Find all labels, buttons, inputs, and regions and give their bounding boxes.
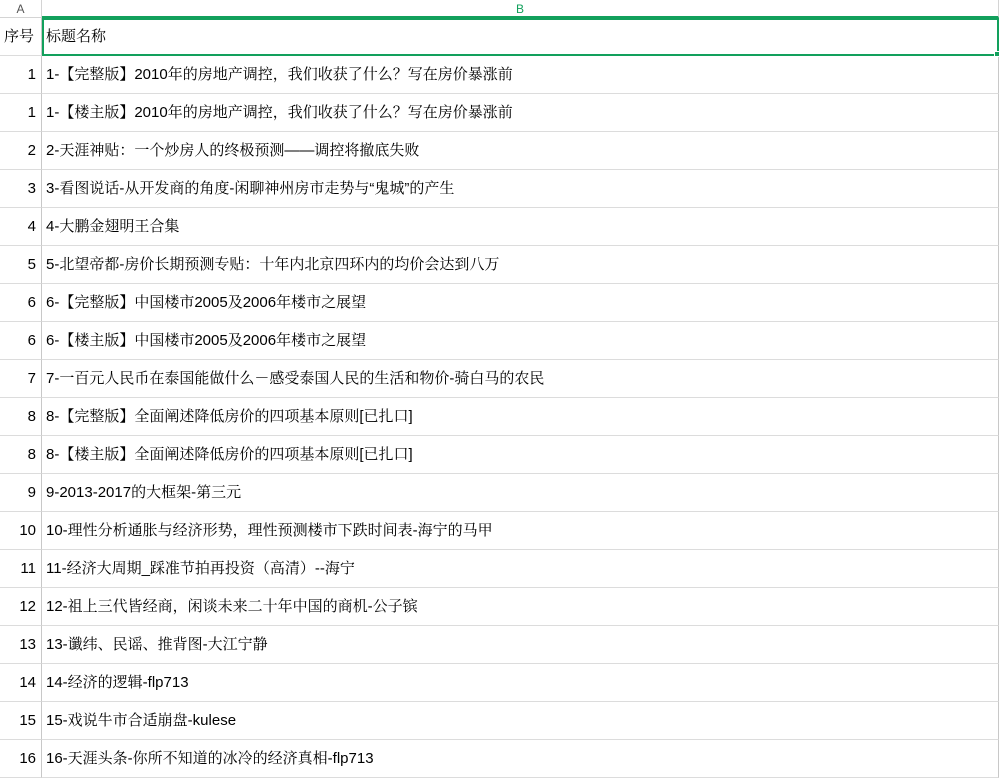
- cell-index[interactable]: 8: [0, 398, 42, 436]
- cell-index[interactable]: 6: [0, 322, 42, 360]
- cell-title[interactable]: 8-【完整版】全面阐述降低房价的四项基本原则[已扎口]: [42, 398, 999, 436]
- table-row[interactable]: [0, 512, 999, 550]
- column-header-row: [0, 0, 999, 18]
- table-row[interactable]: [0, 626, 999, 664]
- table-row[interactable]: [0, 246, 999, 284]
- table-row[interactable]: [0, 664, 999, 702]
- table-row[interactable]: [0, 132, 999, 170]
- table-row[interactable]: [0, 436, 999, 474]
- cell-title[interactable]: 15-戏说牛市合适崩盘-kulese: [42, 702, 999, 740]
- cell-index[interactable]: 6: [0, 284, 42, 322]
- rows-container: [0, 56, 999, 778]
- cell-index[interactable]: 3: [0, 170, 42, 208]
- cell-title[interactable]: 2-天涯神贴：一个炒房人的终极预测——调控将撤底失败: [42, 132, 999, 170]
- table-row[interactable]: [0, 702, 999, 740]
- cell-index[interactable]: 7: [0, 360, 42, 398]
- cell-index[interactable]: 14: [0, 664, 42, 702]
- cell-title[interactable]: 13-谶纬、民谣、推背图-大江宁静: [42, 626, 999, 664]
- cell-index[interactable]: 2: [0, 132, 42, 170]
- cell-a-header[interactable]: 序号: [0, 18, 42, 56]
- column-header-b[interactable]: B: [42, 0, 999, 18]
- table-row[interactable]: [0, 550, 999, 588]
- cell-index[interactable]: 10: [0, 512, 42, 550]
- cell-title[interactable]: 12-祖上三代皆经商，闲谈未来二十年中国的商机-公子镔: [42, 588, 999, 626]
- cell-title[interactable]: 10-理性分析通胀与经济形势，理性预测楼市下跌时间表-海宁的马甲: [42, 512, 999, 550]
- cell-title[interactable]: 6-【楼主版】中国楼市2005及2006年楼市之展望: [42, 322, 999, 360]
- cell-title[interactable]: 3-看图说话-从开发商的角度-闲聊神州房市走势与“鬼城”的产生: [42, 170, 999, 208]
- cell-title[interactable]: 7-一百元人民币在泰国能做什么－感受泰国人民的生活和物价-骑白马的农民: [42, 360, 999, 398]
- cell-index[interactable]: 8: [0, 436, 42, 474]
- table-row[interactable]: [0, 208, 999, 246]
- table-row[interactable]: [0, 56, 999, 94]
- cell-index[interactable]: 1: [0, 56, 42, 94]
- cell-title[interactable]: 4-大鹏金翅明王合集: [42, 208, 999, 246]
- table-row[interactable]: [0, 360, 999, 398]
- table-row[interactable]: [0, 94, 999, 132]
- cell-index[interactable]: 12: [0, 588, 42, 626]
- table-row[interactable]: [0, 322, 999, 360]
- cell-index[interactable]: 11: [0, 550, 42, 588]
- table-row[interactable]: [0, 170, 999, 208]
- cell-index[interactable]: 16: [0, 740, 42, 778]
- cell-b-header[interactable]: 标题名称: [42, 18, 999, 56]
- cell-index[interactable]: 4: [0, 208, 42, 246]
- cell-title[interactable]: 1-【楼主版】2010年的房地产调控，我们收获了什么？写在房价暴涨前: [42, 94, 999, 132]
- cell-title[interactable]: 1-【完整版】2010年的房地产调控，我们收获了什么？写在房价暴涨前: [42, 56, 999, 94]
- table-row[interactable]: [0, 398, 999, 436]
- cell-title[interactable]: 9-2013-2017的大框架-第三元: [42, 474, 999, 512]
- cell-title[interactable]: 14-经济的逻辑-flp713: [42, 664, 999, 702]
- cell-title[interactable]: 5-北望帝都-房价长期预测专贴：十年内北京四环内的均价会达到八万: [42, 246, 999, 284]
- cell-title[interactable]: 11-经济大周期_踩准节拍再投资（高清）--海宁: [42, 550, 999, 588]
- cell-index[interactable]: 9: [0, 474, 42, 512]
- cell-title[interactable]: 16-天涯头条-你所不知道的冰冷的经济真相-flp713: [42, 740, 999, 778]
- table-row[interactable]: [0, 588, 999, 626]
- table-row[interactable]: [0, 740, 999, 778]
- cell-index[interactable]: 15: [0, 702, 42, 740]
- cell-index[interactable]: 1: [0, 94, 42, 132]
- column-header-a[interactable]: A: [0, 0, 42, 18]
- cell-index[interactable]: 5: [0, 246, 42, 284]
- cell-title[interactable]: 8-【楼主版】全面阐述降低房价的四项基本原则[已扎口]: [42, 436, 999, 474]
- table-row[interactable]: [0, 284, 999, 322]
- table-row[interactable]: [0, 18, 999, 56]
- cell-title[interactable]: 6-【完整版】中国楼市2005及2006年楼市之展望: [42, 284, 999, 322]
- cell-index[interactable]: 13: [0, 626, 42, 664]
- table-row[interactable]: [0, 474, 999, 512]
